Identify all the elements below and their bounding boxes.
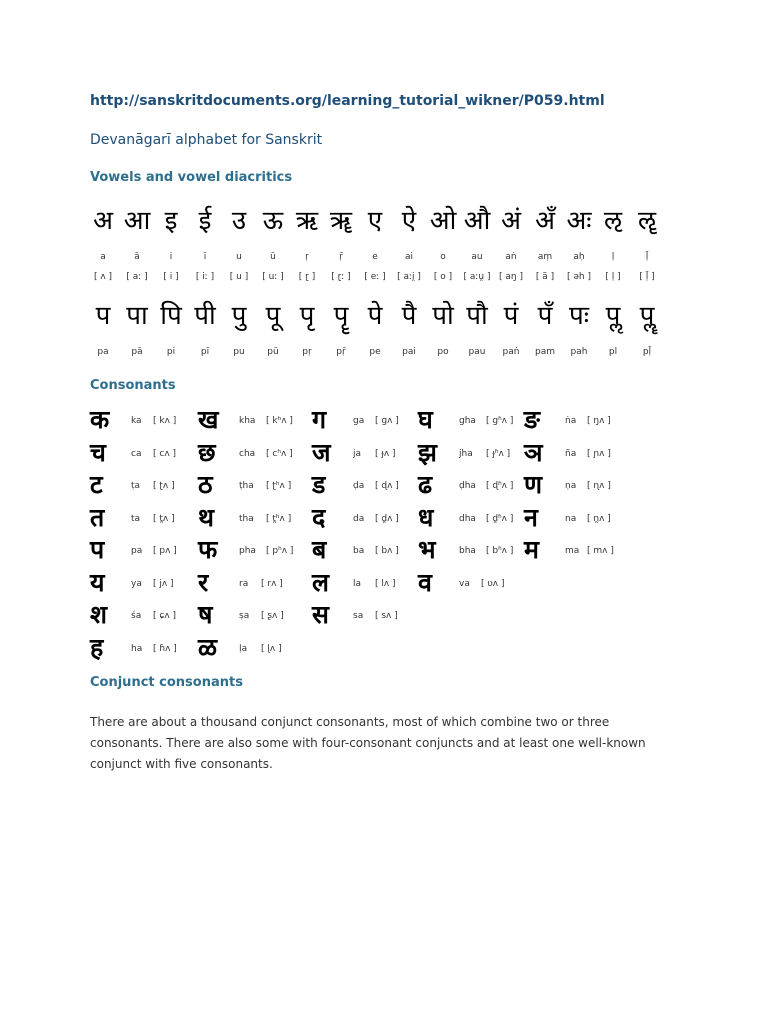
- diacritic-roman: pi: [166, 347, 176, 357]
- vowels-heading: Vowels and vowel diacritics: [90, 170, 293, 185]
- consonant-roman: ḍha: [459, 481, 476, 491]
- vowel-glyph: इ: [164, 206, 178, 236]
- consonant-ipa: [ ʂʌ ]: [261, 611, 284, 621]
- vowel-glyph: उ: [231, 206, 247, 236]
- vowel-ipa: [ o ]: [433, 272, 453, 282]
- consonant-glyph: श: [90, 600, 108, 629]
- consonant-row: [90, 438, 650, 470]
- consonant-ipa: [ ɡʌ ]: [375, 416, 399, 426]
- vowel-glyph-row: [86, 205, 664, 237]
- consonant-glyph: ग: [312, 405, 327, 434]
- consonant-roman: ha: [131, 643, 143, 654]
- consonant-roman: ña: [565, 448, 577, 459]
- consonant-roman: cha: [239, 448, 256, 459]
- consonant-glyph: ळ: [198, 632, 218, 662]
- consonant-roman: la: [353, 578, 362, 589]
- consonant-roman: ja: [353, 448, 362, 459]
- vowel-ipa: [ ḷ ]: [605, 272, 621, 282]
- vowel-roman: a: [100, 252, 106, 262]
- diacritic-glyph: पी: [194, 301, 216, 331]
- consonant-roman: ta: [131, 513, 141, 524]
- vowel-ipa: [ ɽ ]: [298, 272, 316, 282]
- vowel-glyph: ऊ: [262, 206, 284, 236]
- vowel-roman-row: [86, 250, 664, 264]
- vowel-roman: i: [169, 252, 173, 262]
- consonant-ipa: [ ŋʌ ]: [587, 416, 611, 426]
- consonant-glyph: फ: [198, 535, 218, 564]
- consonant-ipa: [ ɦʌ ]: [153, 643, 177, 654]
- vowel-glyph: अँ: [535, 206, 555, 236]
- diacritic-glyph: पं: [503, 301, 519, 331]
- consonant-roman: ṭa: [131, 481, 141, 491]
- consonant-ipa: [ rʌ ]: [261, 578, 283, 589]
- consonant-row: [90, 405, 650, 437]
- page-title: Devanāgarī alphabet for Sanskrit: [90, 132, 323, 148]
- vowel-roman: aṅ: [505, 252, 517, 262]
- consonant-roman: ḷa: [239, 643, 248, 654]
- diacritic-roman: pe: [369, 347, 381, 357]
- consonant-ipa: [ ɟʌ ]: [375, 448, 396, 459]
- consonant-roman: bha: [459, 546, 476, 556]
- vowel-glyph: अः: [566, 206, 592, 236]
- vowel-roman: au: [471, 252, 483, 262]
- consonant-ipa: [ sʌ ]: [375, 611, 398, 621]
- diacritic-glyph: पे: [367, 301, 383, 331]
- consonant-ipa: [ ɖʌ ]: [375, 481, 399, 491]
- consonant-roman: jha: [459, 448, 473, 459]
- diacritic-glyph: पॣ: [639, 301, 655, 331]
- vowel-ipa: [ u ]: [229, 272, 249, 282]
- consonant-glyph: ध: [418, 502, 434, 532]
- consonant-roman: ga: [353, 416, 365, 426]
- consonant-row: [90, 535, 650, 567]
- vowel-roman: ṝ: [339, 252, 343, 262]
- consonant-ipa: [ d̪ʱʌ ]: [486, 513, 514, 524]
- consonant-glyph: न: [524, 502, 538, 532]
- consonant-ipa: [ bʌ ]: [375, 546, 399, 556]
- consonant-glyph: थ: [198, 502, 214, 532]
- vowel-glyph: ॠ: [329, 206, 353, 236]
- consonant-glyph: च: [90, 437, 106, 467]
- consonant-glyph: क: [90, 405, 110, 434]
- consonant-row: [90, 600, 650, 632]
- consonant-roman: pha: [239, 546, 256, 556]
- conjunct-paragraph: There are about a thousand conjunct consonants, most of which combine two or three consonants. There are also some with four-consonant conjuncts and at least one well-known conjunct with five consonants.: [90, 715, 646, 771]
- vowel-glyph: ई: [198, 206, 212, 236]
- consonant-glyph: ङ: [524, 405, 540, 434]
- vowel-ipa: [ ã ]: [535, 272, 555, 282]
- consonant-glyph: स: [312, 600, 329, 629]
- vowel-glyph: ॡ: [637, 206, 657, 236]
- vowel-roman: ṛ: [305, 252, 309, 262]
- consonant-glyph: ट: [90, 470, 103, 499]
- vowel-glyph: अ: [93, 206, 113, 236]
- consonant-ipa: [ t̪ʌ ]: [153, 513, 175, 524]
- consonant-row: [90, 470, 650, 502]
- diacritic-roman: pah: [570, 347, 588, 357]
- consonant-glyph: व: [418, 567, 432, 597]
- consonant-glyph: ड: [312, 470, 326, 499]
- diacritic-roman: pu: [233, 347, 245, 357]
- vowel-ipa: [ aːi̯ ]: [397, 272, 421, 282]
- vowel-ipa: [ iː ]: [195, 272, 215, 282]
- diacritic-roman: pā: [131, 347, 143, 357]
- vowel-glyph: ऌ: [603, 206, 623, 236]
- vowel-roman: ī: [203, 252, 207, 262]
- consonant-glyph: भ: [418, 535, 436, 564]
- vowel-roman: u: [236, 252, 242, 262]
- consonant-ipa: [ bʱʌ ]: [486, 546, 514, 556]
- consonant-row: [90, 503, 650, 535]
- consonant-glyph: ल: [312, 567, 329, 597]
- vowel-ipa: [ i ]: [163, 272, 179, 282]
- vowel-ipa: [ ʌ ]: [93, 272, 113, 282]
- diacritic-roman: pau: [468, 347, 486, 357]
- consonant-glyph: ष: [198, 600, 213, 629]
- diacritic-glyph: पु: [231, 301, 247, 331]
- consonant-glyph: ख: [198, 405, 219, 434]
- consonant-roman: na: [565, 513, 577, 524]
- consonants-heading: Consonants: [90, 378, 176, 393]
- diacritic-glyph: पः: [568, 301, 590, 331]
- diacritic-roman: pḹ: [642, 347, 652, 357]
- consonant-glyph: ह: [90, 632, 104, 662]
- diacritic-glyph: पो: [432, 301, 454, 331]
- diacritic-glyph: पू: [265, 301, 281, 331]
- vowel-ipa: [ eː ]: [364, 272, 386, 282]
- consonant-ipa: [ cʌ ]: [153, 448, 177, 459]
- consonant-roman: da: [353, 513, 365, 524]
- vowel-glyph: आ: [123, 206, 151, 236]
- consonant-ipa: [ mʌ ]: [587, 546, 614, 556]
- vowel-roman: ḹ: [645, 252, 649, 262]
- vowel-glyph: ऐ: [401, 206, 417, 236]
- consonant-ipa: [ lʌ ]: [375, 578, 396, 589]
- diacritic-roman: pṝ: [336, 347, 346, 357]
- consonant-glyph: र: [198, 567, 209, 597]
- consonant-roman: ma: [565, 546, 580, 556]
- consonant-glyph: ठ: [198, 470, 213, 499]
- consonant-ipa: [ ɕʌ ]: [153, 611, 177, 621]
- vowel-roman: ā: [134, 252, 140, 262]
- vowel-ipa: [ ɽː ]: [331, 272, 351, 282]
- consonant-glyph: द: [312, 502, 326, 532]
- vowel-ipa: [ aːu̯ ]: [463, 272, 491, 282]
- consonant-roman: ḍa: [353, 481, 365, 491]
- consonant-roman: sa: [353, 611, 364, 621]
- vowel-roman: ḷ: [611, 252, 615, 262]
- consonant-ipa: [ kʰʌ ]: [266, 416, 293, 426]
- consonant-glyph: य: [90, 567, 105, 597]
- vowel-roman: ū: [270, 252, 276, 262]
- diacritic-roman: pai: [402, 347, 416, 357]
- diacritic-roman: pū: [267, 347, 279, 357]
- vowel-ipa: [ əh ]: [567, 272, 591, 282]
- consonant-ipa: [ t̪ʰʌ ]: [266, 513, 292, 524]
- consonant-roman: ṇa: [565, 481, 577, 491]
- consonant-ipa: [ ʈʰʌ ]: [266, 481, 292, 491]
- consonant-roman: tha: [239, 513, 254, 524]
- diacritic-roman: pṛ: [302, 347, 312, 357]
- consonant-ipa: [ ɲʌ ]: [587, 448, 611, 459]
- consonant-ipa: [ ɭʌ ]: [261, 643, 282, 654]
- diacritic-glyph: पृ: [299, 301, 315, 331]
- vowel-ipa: [ aŋ ]: [499, 272, 523, 282]
- consonant-roman: kha: [239, 416, 256, 426]
- consonant-roman: ra: [239, 578, 249, 589]
- diacritic-glyph: पै: [401, 301, 417, 331]
- diacritic-roman: pa: [97, 347, 109, 357]
- diacritic-roman: pī: [200, 347, 210, 357]
- consonant-ipa: [ cʰʌ ]: [266, 448, 293, 459]
- consonant-glyph: छ: [198, 437, 216, 467]
- consonant-roman: ṭha: [239, 481, 254, 491]
- diacritic-roman: pl: [608, 347, 618, 357]
- consonant-glyph: त: [90, 502, 105, 532]
- consonant-row: [90, 633, 650, 665]
- diacritic-roman: paṅ: [502, 347, 520, 357]
- diacritic-roman: pam: [535, 347, 555, 357]
- vowel-ipa-row: [86, 270, 664, 284]
- consonant-ipa: [ n̪ʌ ]: [587, 513, 611, 524]
- consonant-roman: va: [459, 578, 470, 589]
- consonant-glyph: झ: [418, 437, 437, 467]
- consonant-ipa: [ ɖʱʌ ]: [486, 481, 514, 491]
- consonant-ipa: [ d̪ʌ ]: [375, 513, 399, 524]
- consonant-roman: ca: [131, 448, 142, 459]
- consonant-roman: ya: [131, 578, 142, 589]
- vowel-glyph: ऋ: [295, 206, 319, 236]
- consonant-glyph: प: [90, 535, 105, 564]
- consonant-glyph: ब: [312, 535, 327, 564]
- consonant-roman: ba: [353, 546, 365, 556]
- consonant-glyph: घ: [418, 405, 433, 434]
- vowel-ipa: [ ḹ ]: [639, 272, 655, 282]
- diacritic-glyph: पा: [126, 301, 148, 331]
- diacritic-glyph: पॄ: [333, 301, 349, 331]
- vowel-roman: e: [372, 252, 378, 262]
- consonant-roman: pa: [131, 546, 143, 556]
- consonant-ipa: [ pʌ ]: [153, 546, 177, 556]
- diacritic-glyph: पॢ: [605, 301, 621, 331]
- vowel-roman: aḥ: [573, 252, 585, 262]
- vowel-roman: o: [440, 252, 446, 262]
- diacritic-glyph-row: [86, 300, 664, 332]
- consonant-ipa: [ jʌ ]: [153, 578, 174, 589]
- consonant-ipa: [ pʰʌ ]: [266, 546, 294, 556]
- consonant-roman: ka: [131, 416, 142, 426]
- diacritic-glyph: प: [95, 301, 111, 331]
- vowel-glyph: ओ: [429, 206, 457, 236]
- diacritic-glyph: पौ: [466, 301, 488, 331]
- consonant-ipa: [ ɳʌ ]: [587, 481, 611, 491]
- diacritic-roman: po: [437, 347, 449, 357]
- source-url-link[interactable]: http://sanskritdocuments.org/learning_tutorial_wikner/P059.html: [90, 93, 605, 109]
- consonant-row: [90, 568, 650, 600]
- vowel-glyph: अं: [501, 206, 521, 236]
- consonant-glyph: ज: [312, 437, 331, 467]
- consonant-roman: gha: [459, 416, 476, 426]
- consonant-ipa: [ ʋʌ ]: [481, 578, 505, 589]
- conjunct-heading: Conjunct consonants: [90, 675, 243, 690]
- consonant-roman: ṅa: [565, 416, 577, 426]
- consonant-ipa: [ ɟʱʌ ]: [486, 448, 511, 459]
- vowel-ipa: [ uː ]: [262, 272, 284, 282]
- consonant-ipa: [ kʌ ]: [153, 416, 177, 426]
- consonant-roman: dha: [459, 513, 476, 524]
- consonant-glyph: ढ: [418, 470, 433, 499]
- diacritic-glyph: पि: [160, 301, 182, 331]
- consonant-glyph: ण: [524, 470, 543, 499]
- consonant-roman: śa: [131, 611, 142, 621]
- diacritic-glyph: पँ: [537, 301, 553, 331]
- vowel-roman: ai: [404, 252, 413, 262]
- consonant-glyph: म: [524, 535, 539, 564]
- vowel-roman: aṃ: [537, 252, 553, 262]
- vowel-ipa: [ aː ]: [126, 272, 148, 282]
- vowel-glyph: औ: [463, 206, 491, 236]
- consonant-ipa: [ ʈʌ ]: [153, 481, 175, 491]
- vowel-glyph: ए: [367, 206, 383, 236]
- consonant-glyph: ञ: [524, 437, 543, 467]
- diacritic-roman-row: [86, 345, 664, 359]
- consonant-ipa: [ gʱʌ ]: [486, 416, 514, 426]
- consonant-roman: ṣa: [239, 611, 250, 621]
